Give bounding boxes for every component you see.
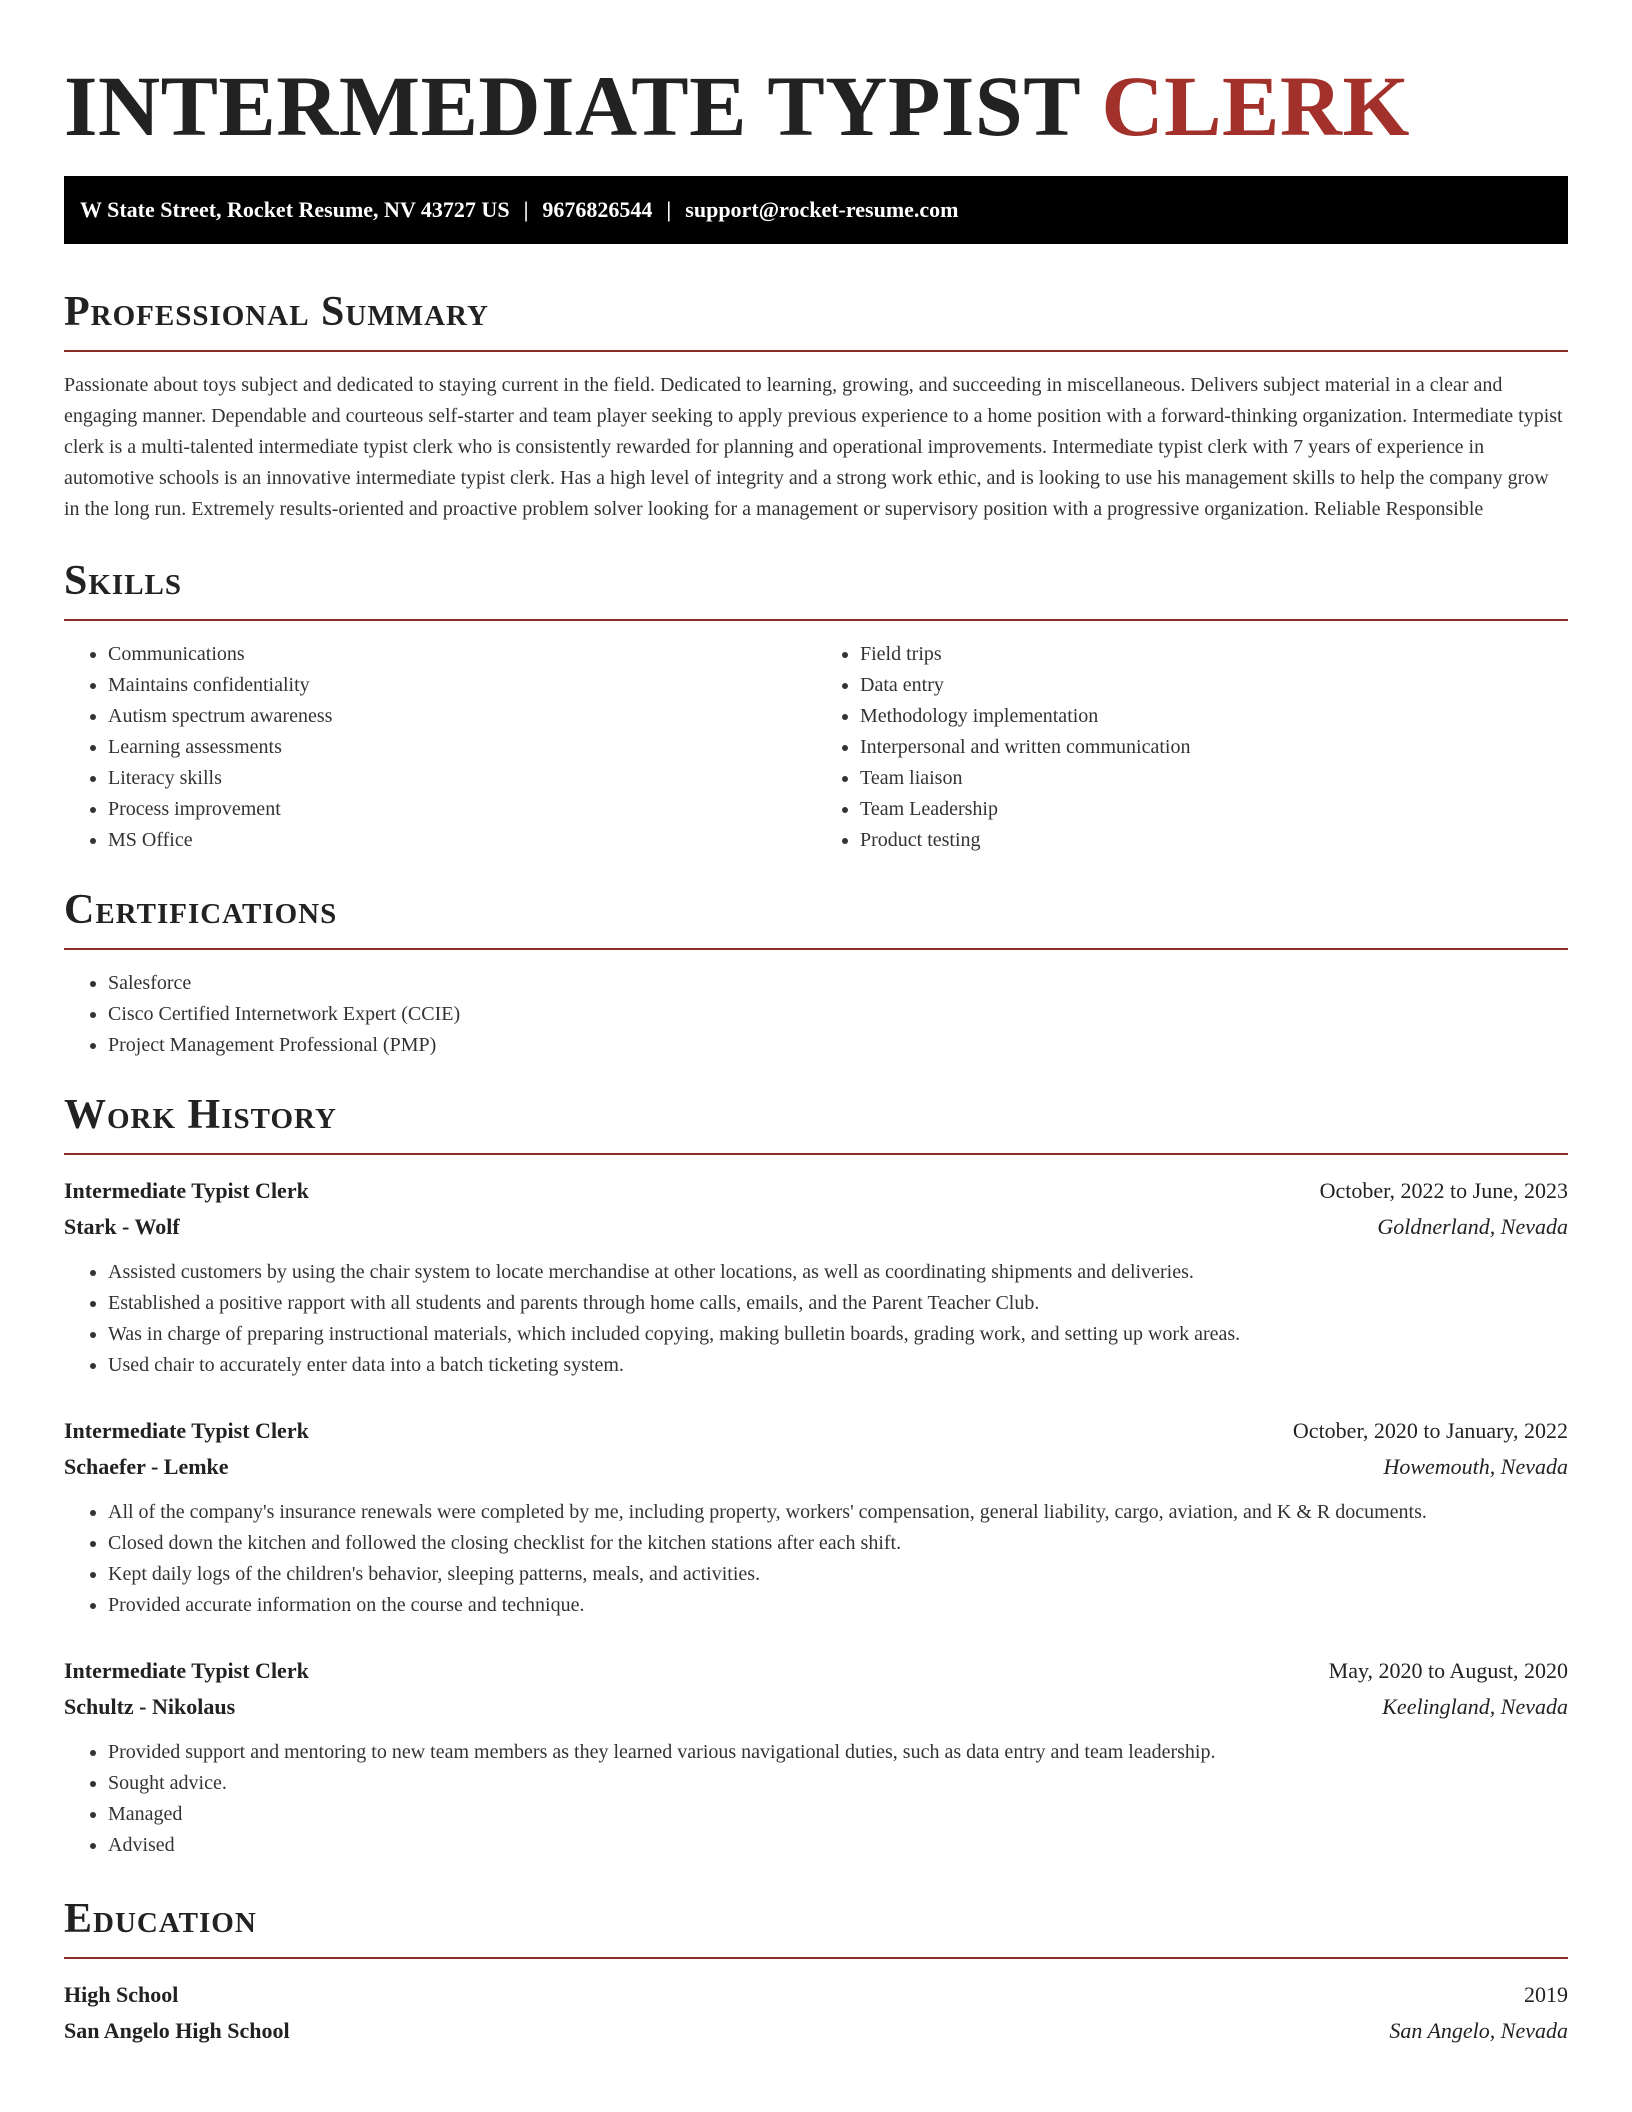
contact-bar (64, 176, 1568, 244)
skills-section (64, 555, 1568, 856)
skill-item: • Data entry (860, 670, 1568, 701)
job-duty: • Established a positive rapport with all students and parents through home calls, emails, and the Parent Teacher Club. (108, 1288, 1568, 1319)
skill-item: • Team liaison (860, 763, 1568, 794)
job-duty: • Used chair to accurately enter data into a batch ticketing system. (108, 1350, 1568, 1381)
job-company-row (64, 1689, 1568, 1725)
resume-name (64, 0, 1568, 156)
job-company: Schaefer - Lemke (64, 1454, 229, 1479)
job-duty: • Was in charge of preparing instructional materials, which included copying, making bulletin boards, grading work, and setting up work areas. (108, 1319, 1568, 1350)
name-last: CLERK (1101, 58, 1410, 154)
contact-separator: | (523, 197, 529, 222)
education-school-row (64, 2013, 1568, 2049)
education-year: 2019 (1524, 1982, 1568, 2007)
job-location: Goldnerland, Nevada (1377, 1214, 1568, 1239)
certifications-list (64, 968, 1568, 1061)
job-company: Stark - Wolf (64, 1214, 180, 1239)
section-title-education: Education (64, 1896, 257, 1942)
skill-item: • MS Office (108, 825, 816, 856)
education-location: San Angelo, Nevada (1389, 2018, 1568, 2043)
contact-address: W State Street, Rocket Resume, NV 43727 US (80, 197, 510, 222)
job-company-row (64, 1449, 1568, 1485)
job-duty: • Assisted customers by using the chair system to locate merchandise at other locations, as well as coordinating shipments and deliveries. (108, 1257, 1568, 1288)
job-company: Schultz - Nikolaus (64, 1694, 236, 1719)
education-school: San Angelo High School (64, 2018, 290, 2043)
section-title-work-history: Work History (64, 1092, 337, 1138)
skill-item: • Learning assessments (108, 732, 816, 763)
skill-item: • Maintains confidentiality (108, 670, 816, 701)
job-location: Howemouth, Nevada (1383, 1454, 1568, 1479)
skill-item: • Team Leadership (860, 794, 1568, 825)
job-duty: • Advised (108, 1830, 1568, 1861)
contact-separator: | (666, 197, 672, 222)
job-dates: May, 2020 to August, 2020 (1328, 1658, 1568, 1683)
section-divider (64, 1957, 1568, 1959)
job-duty: • Closed down the kitchen and followed the closing checklist for the kitchen stations after each shift. (108, 1528, 1568, 1559)
summary-section (64, 286, 1568, 525)
contact-phone: 9676826544 (542, 197, 653, 222)
skill-item: • Product testing (860, 825, 1568, 856)
name-first: INTERMEDIATE TYPIST (64, 58, 1080, 154)
skill-item: • Communications (108, 639, 816, 670)
education-section (64, 1893, 1568, 2049)
work-history-section (64, 1089, 1568, 1861)
education-degree: High School (64, 1982, 179, 2007)
section-title-skills: Skills (64, 558, 183, 604)
job-duty: • All of the company's insurance renewals were completed by me, including property, workers' compensation, general liability, cargo, aviation, and K & R documents. (108, 1497, 1568, 1528)
job-header-row (64, 1413, 1568, 1449)
skills-list-right (816, 639, 1568, 856)
job-header-row (64, 1173, 1568, 1209)
job-duties-list (64, 1497, 1568, 1621)
job-duty: • Kept daily logs of the children's behavior, sleeping patterns, meals, and activities. (108, 1559, 1568, 1590)
section-divider (64, 350, 1568, 352)
section-divider (64, 948, 1568, 950)
education-header-row (64, 1977, 1568, 2013)
skill-item: • Autism spectrum awareness (108, 701, 816, 732)
job-entry (64, 1173, 1568, 1381)
section-title-certifications: Certifications (64, 887, 338, 933)
job-entry (64, 1413, 1568, 1621)
job-dates: October, 2022 to June, 2023 (1319, 1178, 1568, 1203)
job-company-row (64, 1209, 1568, 1245)
skill-item: • Methodology implementation (860, 701, 1568, 732)
job-duty: • Sought advice. (108, 1768, 1568, 1799)
skills-list-left (64, 639, 816, 856)
job-duty: • Provided accurate information on the course and technique. (108, 1590, 1568, 1621)
job-duty: • Managed (108, 1799, 1568, 1830)
job-dates: October, 2020 to January, 2022 (1292, 1418, 1568, 1443)
certification-item: • Salesforce (108, 968, 1568, 999)
contact-email[interactable]: support@rocket-resume.com (685, 197, 959, 222)
job-duties-list (64, 1737, 1568, 1861)
job-duty: • Provided support and mentoring to new team members as they learned various navigational duties, such as data entry and team leadership. (108, 1737, 1568, 1768)
job-entry (64, 1653, 1568, 1861)
certification-item: • Cisco Certified Internetwork Expert (CCIE) (108, 999, 1568, 1030)
job-location: Keelingland, Nevada (1382, 1694, 1568, 1719)
section-title-summary: Professional Summary (64, 289, 489, 335)
section-divider (64, 1153, 1568, 1155)
certifications-section (64, 884, 1568, 1061)
skill-item: • Process improvement (108, 794, 816, 825)
summary-text: Passionate about toys subject and dedicated to staying current in the field. Dedicated to learning, growing, and succeeding in miscellaneous. Delivers subject material in a clear and engaging manner. Dependable and courteous self-starter and team player seeking to apply previous experience to a home position with a forward-thinking organization. Intermediate typist clerk is a multi-talented intermediate typist clerk who is consistently rewarded for planning and operational improvements. Intermediate typist clerk with 7 years of experience in automotive schools is an innovative intermediate typist clerk. Has a high level of integrity and a strong work ethic, and is looking to use his management skills to help the company grow in the long run. Extremely results-oriented and proactive problem solver looking for a management or supervisory position with a progressive organization. Reliable Responsible (64, 374, 1563, 520)
skill-item: • Field trips (860, 639, 1568, 670)
job-header-row (64, 1653, 1568, 1689)
resume-page (64, 0, 1568, 2049)
job-title: Intermediate Typist Clerk (64, 1658, 309, 1683)
certification-item: • Project Management Professional (PMP) (108, 1030, 1568, 1061)
skill-item: • Interpersonal and written communication (860, 732, 1568, 763)
skill-item: • Literacy skills (108, 763, 816, 794)
job-title: Intermediate Typist Clerk (64, 1418, 309, 1443)
section-divider (64, 619, 1568, 621)
job-duties-list (64, 1257, 1568, 1381)
skills-columns (64, 639, 1568, 856)
job-title: Intermediate Typist Clerk (64, 1178, 309, 1203)
